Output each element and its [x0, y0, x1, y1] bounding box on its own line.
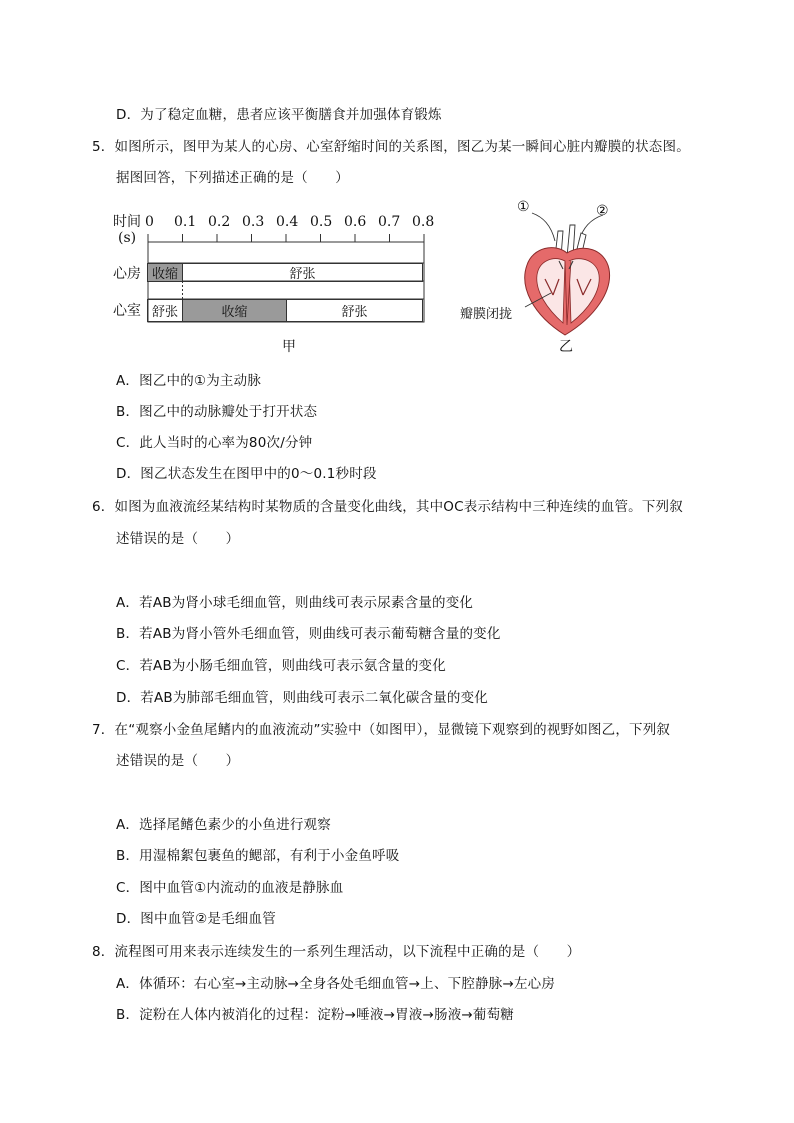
row-label-ventricle: 心室 — [113, 303, 141, 319]
atrium-relax-segment: 舒张 — [289, 267, 316, 282]
q7-stem: 7．在“观察小金鱼尾鳍内的血液流动”实验中（如图甲），显微镜下观察到的视野如图乙，下列叙 — [92, 722, 671, 738]
q8-option-a: A．体循环：右心室→主动脉→全身各处毛细血管→上、下腔静脉→左心房 — [116, 976, 556, 992]
atrium-row — [147, 263, 423, 282]
q6-stem-cont: 述错误的是（ ） — [116, 531, 240, 547]
ventricle-contract-segment: 收缩 — [183, 300, 287, 321]
ventricle-relax-segment-2: 舒张 — [341, 305, 368, 320]
q5-option-c: C．此人当时的心率为80次/分钟 — [116, 435, 313, 451]
q7-option-a: A．选择尾鳍色素少的小鱼进行观察 — [116, 817, 331, 833]
q6-stem: 6．如图为血液流经某结构时某物质的含量变化曲线，其中OC表示结构中三种连续的血管。下列叙 — [92, 499, 683, 515]
atrium-contract-segment: 收缩 — [148, 264, 183, 281]
axis-label-unit: (s) — [118, 230, 137, 246]
row-label-atrium: 心房 — [113, 266, 141, 282]
figure-yi — [455, 195, 645, 355]
figure-jia-caption: 甲 — [282, 339, 296, 355]
label-1: ① — [517, 199, 530, 215]
tick-label: 0.5 — [310, 214, 333, 230]
tick-label: 0.6 — [344, 214, 367, 230]
tick-label: 0 — [145, 214, 154, 230]
q5-stem-cont: 据图回答，下列描述正确的是（ ） — [116, 170, 349, 186]
q4-option-d: D．为了稳定血糖，患者应该平衡膳食并加强体育锻炼 — [116, 107, 442, 123]
tick-label: 0.2 — [208, 214, 231, 230]
heart-diagram — [455, 195, 645, 355]
timeline-axis — [110, 210, 440, 360]
q6-option-c: C．若AB为小肠毛细血管，则曲线可表示氨含量的变化 — [116, 658, 446, 674]
figure-jia — [110, 210, 440, 360]
tick-label: 0.1 — [174, 214, 197, 230]
tick-label: 0.7 — [378, 214, 401, 230]
q5-option-b: B．图乙中的动脉瓣处于打开状态 — [116, 404, 318, 420]
q7-option-c: C．图中血管①内流动的血液是静脉血 — [116, 880, 344, 896]
q7-option-b: B．用湿棉絮包裹鱼的鳃部，有利于小金鱼呼吸 — [116, 848, 400, 864]
label-valve-closed: 瓣膜闭拢 — [460, 307, 513, 322]
axis-label-time: 时间 — [113, 214, 141, 230]
q8-stem: 8．流程图可用来表示连续发生的一系列生理活动，以下流程中正确的是（ ） — [92, 944, 581, 960]
q5-stem: 5．如图所示，图甲为某人的心房、心室舒缩时间的关系图，图乙为某一瞬间心脏内瓣膜的状态图。 — [92, 139, 690, 155]
q6-option-d: D．若AB为肺部毛细血管，则曲线可表示二氧化碳含量的变化 — [116, 690, 488, 706]
ventricle-row — [147, 299, 423, 322]
label-2: ② — [596, 203, 609, 219]
q6-option-b: B．若AB为肾小管外毛细血管，则曲线可表示葡萄糖含量的变化 — [116, 626, 501, 642]
tick-label: 0.3 — [242, 214, 265, 230]
tick-label: 0.4 — [276, 214, 299, 230]
ventricle-relax-segment-1: 舒张 — [148, 300, 183, 321]
q6-option-a: A．若AB为肾小球毛细血管，则曲线可表示尿素含量的变化 — [116, 595, 474, 611]
q8-option-b: B．淀粉在人体内被消化的过程：淀粉→唾液→胃液→肠液→葡萄糖 — [116, 1007, 515, 1023]
tick-label: 0.8 — [412, 214, 435, 230]
q5-option-a: A．图乙中的①为主动脉 — [116, 373, 262, 389]
figure-yi-caption: 乙 — [559, 339, 573, 355]
q5-option-d: D．图乙状态发生在图甲中的0～0.1秒时段 — [116, 466, 377, 482]
q7-option-d: D．图中血管②是毛细血管 — [116, 911, 276, 927]
q7-stem-cont: 述错误的是（ ） — [116, 753, 240, 769]
